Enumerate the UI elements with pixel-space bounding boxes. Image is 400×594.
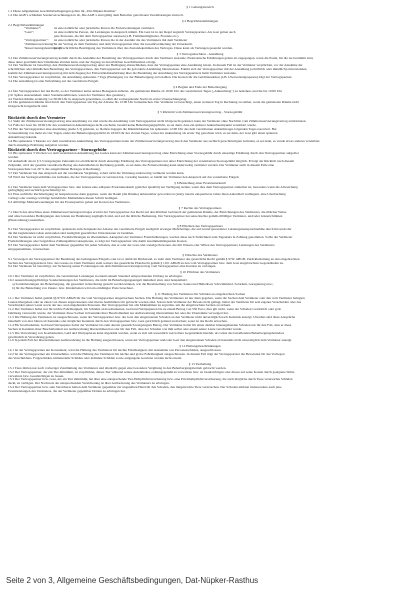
definition-text: ist eine natürliche oder juristische Person die in der Ausfuhr die des Vermieters mit dem Vermieter xyxy=(54,39,188,43)
text-line: 11.2 Der Vermieter haftet nur für leichte Fahrlässigkeit, für Schäden an Kostbarkeiten, Geld und Wertpapieren bis zu einem Betrag von 550 Euro; dies gilt nicht, wenn der Schaden vorsätzlich oder grob xyxy=(8,308,282,312)
text-line: 9.2 Der Vermieter ist berechtigt, zur Sicherung seiner Forderungen aus dem Zimmerreservierungsvertrag vom Vertragspartner eine Kaution zu verlangen. xyxy=(8,265,217,269)
text-line: 8.1 Der Vertragspartner ist verpflichtet, spätestens zum Zeitpunkt der Abreise das vereinbarte Entgelt zuzüglich etwaiger Mehrbeträge, die auf Grund gesonderter Leistungsinanspruchnahme durch ihn und/oder xyxy=(8,228,292,232)
text-line: 5.6 Außerhalb des in § 5.5 festgelegten Zeitraums ist ein Rücktritt durch einseitige Erklärung des Vertragspartners nur unter Entrichtung der vereinbarten Stornogebühr möglich. Erfolgt der Rücktritt nach diesem xyxy=(8,160,294,164)
text-line: fahrlässig verursacht wurde, der Vermieter diese Sachen in Kenntnis ihrer Beschaffenheit zur Aufbewahrung übernommen hat oder die Übernahme verweigert hat. xyxy=(8,312,229,316)
text-line: die ihn begleitenden Gäste entstanden sind zuzüglich gesetzlicher Umsatzsteuer zu bezahlen. xyxy=(8,232,135,236)
text-line: 1.1 Diese Allgemeinen Geschäftsbedingungen gelten für „Dat-Nüpker-Rasthus“ xyxy=(8,9,117,13)
text-line: vorliegt oder sonstige wichtige betriebliche Maßnahmen diesen Schritt bedingen. xyxy=(8,197,119,201)
text-line: fristgerecht freigemacht sind. xyxy=(8,105,48,109)
text-line: Ankunftstag bekannt. xyxy=(8,135,38,139)
text-line: verwahren bzw. beaufsichtigen zu lassen. xyxy=(8,374,65,378)
definition-term: "Reservierungsbestätigung": xyxy=(24,46,63,50)
text-line: Ersatzleistungen des Vermieters, die der Vermieter gegenüber Dritten zu erbringen hat. xyxy=(8,390,126,394)
section-heading: § 6 Beistellung einer Ersatzunterkunft xyxy=(174,181,226,185)
text-line: 12.1 Ist der Vertragspartner ein Konsument, wird die Haftung des Vermieters für leichte Fahrlässigkeit, mit Ausnahme von Personenschäden, ausgeschlossen. xyxy=(8,349,222,353)
text-line: 5.5 Bis spätestens 3 Wochen vor dem vereinbarten Ankunftstag des Gastes kann der Zimmerreservierungsvertrag ohne Entrichtung einer Stornogebühr durch einseitige Erklärung durch den Vertragspartner aufgelöst xyxy=(8,152,299,156)
text-line: 8.3 Der Vertragspartner haftet dem Vermieter gegenüber für jeden Schaden, den er oder der Gast oder sonstige Personen, die mit Wissen oder Willen des Vertragspartners Leistungen des Vermieters xyxy=(8,243,275,247)
text-line: Fremdwährungen oder bargeldlose Zahlungsmittel akzeptieren, so trägt der Vertragspartner alle damit zusammenhängenden Kosten. xyxy=(8,240,188,244)
text-line: kommt der Zimmerreservierungsvertrag mit dem Zugang der Einverständniserklärung über die Bezahlung der Anzahlung des Vertragspartners beim Vermieter zustande. xyxy=(8,72,237,76)
section-heading: § 8 Pflichten des Vertragspartners xyxy=(177,224,223,228)
text-line: 4.1 Der Vertragspartner hat das Recht, so der Vermieter keine andere Bezugszeit anbietet, die gemieteten Räume ab 16:00 Uhr des vereinbarten Tages („Ankunftstag“) zu beziehen, und die bis 10:00 Uhr xyxy=(8,89,283,93)
text-line: 3.2 Der Vermieter ist berechtigt, den Zimmerreservierungsvertrag unter der Bedingung abzuschließen, dass der Vertragspartner eine Anzahlung leistet. In diesem Fall ist der Vermieter verpflichtet, vor der Annahme der xyxy=(8,64,303,68)
text-line: 11.6 In jedem Fall der übernommenen Aufbewahrung ist die Haftung ausgeschlossen, wenn der Vertragspartner und/oder Gast den eingetretenen Schaden ab Kenntnis nicht unverzüglich dem Vermieter anzeigt. xyxy=(8,339,293,343)
section-heading: § 7 Rechte des Vertragspartners xyxy=(178,206,222,210)
text-line: 6.1 Der Vermieter kann dem Vertragspartner bzw. den Gästen eine adäquate Ersatzunterkunft (gleicher Qualität) zur Verfügung stellen, wenn dies dem Vertragspartner zumutbar ist, besonders wenn die Abweichung xyxy=(8,185,298,189)
text-line: (10. Spätes Auszuziehen: unter Sonderkonditionen, wenn der Vermieter dies gestattet). xyxy=(8,93,126,97)
text-line: 6.3 Allfällige Mehraufwendungen für das Ersatzquartier gehen auf Kosten des Vermieters. xyxy=(8,201,131,205)
text-line: und ohne besondere Bedingungen den Gästen zur Benützung zugänglich sind, und auf die übliche Bedienung. Der Vertragspartner hat seine Rechte gemäß allfälliger Vermieter- und/oder Gästerichtlinien xyxy=(8,214,283,218)
definition-text: ist die schriftliche Bestätigung des Vermieters über das Zustandekommen des Vertrages. Diese kann als Verlangen gesendet werden. xyxy=(54,46,233,50)
text-line: entgegennehmen, verursachen. xyxy=(8,247,50,251)
text-line: 5.1 Sieht der Zimmerreservierungsvertrag eine Anzahlung vor und wurde die Anzahlung vom Vertragspartner nicht fristgerecht geleistet, kann der Vermieter ohne Nachfrist vom Zimmerreservierungsvertrag zurücktreten. xyxy=(8,120,307,124)
subsection-heading: Rücktritt durch den Vertragspartner - Stornogebühr xyxy=(8,147,107,153)
text-line: 12.2 Ist der Vertragspartner ein Unternehmer, wird die Haftung des Vermieters für leichte und grobe Fahrlässigkeit ausgeschlossen. In diesem Fall trägt der Vertragspartner die Beweislast für das Vorliegen xyxy=(8,353,285,357)
section-heading: § 4 Beginn und Ende der Beherbergung xyxy=(173,85,227,89)
text-line: Sachen in Kenntnis ihrer Beschaffenheit zur Aufbewahrung übernommen hat oder für den Fall, dass der Schaden von ihm selbst oder einem seiner Leute verschuldet wurde. xyxy=(8,327,243,331)
text-line: Verschulden seiner Leute sowie der aus- und eingehenden Personen. Der Vertragspartner hat alle Maßnahmen zu ergreifen, um die eingebrachten Sachen zu sichern. xyxy=(8,304,232,308)
definition-term: "Zimmerreservierung": xyxy=(24,43,56,47)
text-line: (Hausordnung) auszuüben. xyxy=(8,218,45,222)
text-line: gewöhnlich in Verwahrung geben. xyxy=(8,335,55,339)
text-line: 13.3 Der Vertragspartner bzw. Gast, der ein Tier mitnimmt, hat über eine entsprechende Tier-Haftpflichtversicherung bzw. eine Privathaftpflichtversicherung, die auch mögliche durch Tiere verursachte Schäden xyxy=(8,378,293,382)
definition-text: jene Personen, die mit dem Vertragspartner anreisen (z.B. Familienmitglieder, Freunde etc.). xyxy=(54,35,180,39)
text-line: 13.4 Der Vertragspartner bzw. sein Versicherer haften dem Vermieter gegenüber zur ungeteilten Hand für den Schaden, den mitgebrachte Tiere verursachen. Der Schaden umfasst insbesondere auch jene xyxy=(8,386,282,390)
text-line: Zeitpunkt, wird der gesamte vereinbarte Betrag des Aufenthaltes in Rechnung gestellt, es sei denn, die Ferienwohnung kann anderweitig vermietet werden. Der Vermieter stellt in diesem Falle eine xyxy=(8,164,275,168)
section-heading: § 3 Vertragsabschluss - Anzahlung xyxy=(176,52,224,56)
text-line: 11.5 Die Verwahrung von Kostbarkeiten, Geld und Wertpapieren kann abgelehnt werden, wenn es sich um wesentlich wertvollere Gegenstände handelt, als Gäste des betreffenden Beherbergungsbetriebes xyxy=(8,331,285,335)
text-line: 3.3 Der Vertragspartner ist verpflichtet, die Anzahlung spätestens 7 Tage (Einlangen) vor der Beherbergung zu bezahlen. Die Kosten für die Geldtransaktion (z.B. Überweisungsspesen) trägt der Vertragspartner. xyxy=(8,76,293,80)
text-line: 4.2 Werden Räume erstmalig vor 06:00 Uhr in Anspruch genommen, so zählt die vorhergehende Nacht als erster Übernachtungstag. xyxy=(8,97,188,101)
text-line: 4.3 Die gemieteten Räume sind durch den Vertragspartner am Tag der Abreise bis 12:00 Uhr freizumachen. Der Vermieter ist berechtigt, einen weiteren Tag in Rechnung zu stellen, wenn die gemieteten Räume nicht xyxy=(8,101,300,105)
text-line: geringfügig und sachlich gerechtfertigt ist. xyxy=(8,189,66,193)
text-line: werden. xyxy=(8,156,19,160)
text-line: Stornopauschale von 20 % des ausgefallenen Betrages in Rechnung. xyxy=(8,167,101,171)
section-heading: § 11 Haftung des Vermieters für Schäden an eingebrachten Sachen xyxy=(154,292,246,296)
text-line: 11.3 Die Haftung des Vermieters ist ausgeschlossen, wenn der Vertragspartner bzw. der Gast den eingetretenen Schaden an den Vermieter nicht unverzüglich nach Kenntnis anzeigt. Überdies sind diese Ansprüche xyxy=(8,316,296,320)
definition-text: ist eine natürliche oder juristische Person die Ferienwohnungen vermietet. xyxy=(54,27,155,31)
text-line: 7.1 Durch den Abschluss eines Zimmerreservierungsvertrages erwirbt der Vertragspartner das Recht auf den üblichen Gebrauch der gemieteten Räume, der Einrichtungen des Vermieters, die üblicher Weise xyxy=(8,210,287,214)
text-line: 3.1 Der Zimmerreservierungsvertrag kommt durch die Annahme der Bestellung des Vertragspartners durch den Vermieter zustande. Elektronische Erklärungen gelten als zugegangen, wenn die Partei, für die sie bestimmt sind, xyxy=(8,56,314,60)
section-heading: § 9 Rechte des Vermieters xyxy=(182,253,218,257)
text-line: 11.4 Für Kostbarkeiten, Geld und Wertpapiere haftet der Vermieter bis zum derzeit gesetzlich festgelegten Betrag. Der Vermieter haftet für einen darüber hinausgehenden Schaden nur für den Fall, dass er diese xyxy=(8,323,292,327)
text-line: 13.1 Tiere dürfen nur nach vorheriger Zustimmung des Vermieters und allenfalls gegen eine besondere Vergütung in den Beherbergungsbetrieb gebracht werden. xyxy=(8,366,227,370)
text-line: 5.4 Bis spätestens 3 Monate vor dem vereinbarten Ankunftstag des Vertragspartners kann der Zimmerreservierungsvertrag durch den Vermieter aus sachlich gerechtfertigten Gründen, es sei denn, es wurde etwas anderes vereinbart, xyxy=(8,139,321,143)
section-heading: § 5 Rücktritt vom Zimmerreservierungsvertrag - Stornogebühr xyxy=(157,111,243,115)
section-heading: § 2 Begriffsbestimmungen xyxy=(181,19,219,23)
text-line: schriftlichen oder mündlichen Bestellung des Vertragspartners, den Vertragspartner auf die geforderte Anzahlung hinzuweisen. Erklärt sich der Vertragspartner mit der Anzahlung (schriftlich oder mündlich) einverstanden, xyxy=(8,68,308,72)
text-line: des Verschuldens. Folgeschäden, immaterielle Schäden oder indirekte Schäden sowie entgangene Gewinne werden nicht ersetzt. xyxy=(8,357,183,361)
section-heading: § 12 Haftungsbeschränkungen xyxy=(179,345,221,349)
section-heading: § 10 Pflichten des Vermieters xyxy=(180,271,220,275)
text-line: 1.2 Die AGB´s schließen Sonderverrechnungen in ab, Die AGB´s sind gültig dem Betreiber getroffenen Vereinbarungen sinnvoll. xyxy=(8,13,184,17)
section-heading: § 13 Tierhaltung xyxy=(188,362,212,366)
list-item: b) für die Beistellung von Zusatz- bzw. Kinderbetten wird ein ermäßigter Preis berechnet. xyxy=(12,286,134,290)
definition-text: ist eine natürliche Person, die Leistungen in Anspruch nimmt. Ein Gast ist in der Regel zugleich Vertragspartner. Als Gast gelten auch xyxy=(54,31,236,35)
definition-term: "Gast": xyxy=(24,31,34,35)
subsection-heading: Rücktritt durch den Vermieter xyxy=(8,115,66,121)
text-line: Sachen des Vertragspartners bzw. des Gastes zu. Dem Vermieter steht weiters das gesetzliche Pfandrecht gemäß § 1101 ABGB an den vom Vertragspartner bzw. dem Gast eingebrachten Gegenständen zu. xyxy=(8,261,284,265)
text-line: durch einseitige Erklärung aufgelöst werden. xyxy=(8,143,69,147)
text-line: 5.3 Hat der Vertragspartner eine Anzahlung (siehe 3.3) geleistet, so bleiben dagegen die Räumlichkeiten bis spätestens 12:00 Uhr des dem vereinbarten Ankunftstages folgenden Tages reserviert. Bei xyxy=(8,127,277,131)
text-line: 8.2 Der Vermieter ist nicht verpflichtet, Fremdwährungen zu übernehmen. Akzeptiert der Vermieter Fremdwährungen, werden diese nach Tunlichkeit zum Tageskurs in Zahlung genommen. Sollte der Vermieter xyxy=(8,236,293,240)
definition-term: "Vertragspartner": xyxy=(24,39,49,43)
text-line: 6.2 Eine sachliche Rechtfertigung ist beispielsweise dann gegeben, wenn der Raum (die Räume) unbenutzbar geworden ist (sind), bereits einquartierte Gäste ihren Aufenthalt verlängern, eine Überbuchung xyxy=(8,193,286,197)
text-line: 5.2 Falls der Gast bis 18:00 Uhr des vereinbarten Ankunftstages nicht erscheint, besteht keine Beherbergungspflicht, es sei denn, dass ein späterer Ankunftszeitpunkt vereinbart wurde. xyxy=(8,124,257,128)
text-line: 13.2 Der Vertragspartner, der ein Tier mitnimmt, ist verpflichtet, dieses Tier während seines Aufenthaltes ordnungsgemäß zu verwahren bzw. zu beaufsichtigen oder dieses auf seine Kosten durch geeignete Dritte xyxy=(8,370,295,374)
definition-text: ist der Vertrag zu dem Vermieter und dem Vertragspartner über die Gesamtvermietung der Unterkunft. xyxy=(54,43,193,47)
definition-term: "Vermieter": xyxy=(24,27,42,31)
text-line: Leuten übergeben oder an einen von diesen angewiesenen oder hierzu bestimmten Ort gebracht worden sind. Sofern dem Vermieter der Beweis nicht gelingt, haftet der Vermieter für sein eigenes Verschulden oder das xyxy=(8,300,302,304)
text-line: 9.1 Verweigert der Vertragspartner die Bezahlung des bedungenen Entgelts oder ist er damit im Rückstand, so steht dem Vermieter das gesetzliche Recht gemäß § 970c ABGB, Zurückbehaltung an den eingebrachten xyxy=(8,257,300,261)
text-line: diese unter gewöhnlichen Umständen abrufen kann, und der Zugang zu den üblichen Geschäftszeiten erfolgt. xyxy=(8,60,157,64)
text-line: Vorauszahlung von mehr als vier Tagen, endet die Beherbergungspflicht ab 18:00 Uhr des vierten Tages, wobei der Ankunftstag als erster Tag gerechnet wird, es sei denn, der Gast gibt einen späteren xyxy=(8,131,278,135)
text-line: innerhalb von drei Jahren ab Kenntnis oder möglicher Kenntnis durch den Vertragspartner bzw. Gast gerichtlich geltend zu machen; sonst ist das Recht erloschen. xyxy=(8,320,228,324)
text-line: 5.8 Wird das Vertragsverhältnis aus Gründen, die der Vertragspartner zu vertreten hat, vorzeitig beendet, so behält der Vermieter den Anspruch auf das vereinbarte Entgelt. xyxy=(8,175,240,179)
text-line: 10.2 Auszeichnungspflichtige Sonderleistungen des Vermieters, die nicht im Beherbergungsentgelt inkludiert sind, sind beispielhaft: xyxy=(8,279,188,283)
terms-text-body xyxy=(8,6,392,572)
list-item: a) Sonderleistungen der Beherbergung, die gesondert in Rechnung gestellt werden können, wie die Bereitstellung von Salons, Sauna und Hallenbad, Schwimmbad, Solarium, Garagierung usw.; xyxy=(12,283,274,286)
section-heading: § 1 Geltungsbereich xyxy=(186,6,214,9)
text-line: 5.7 Der Vermieter hat den Anspruch auf die vereinbarte Vergütung, sofern nicht die Wohnung anderweitig vermietet werden kann. xyxy=(8,171,185,175)
text-line: 11.1 Der Vermieter haftet gemäß §§ 970 ff ABGB für die vom Vertragspartner eingebrachten Sachen. Die Haftung des Vermieters ist nur dann gegeben, wenn die Sachen dem Vermieter oder den vom Vermieter befugten xyxy=(8,296,305,300)
text-line: deckt, zu verfügen. Der Nachweis der entsprechenden Versicherung ist über Aufforderung des Vermieters zu erbringen. xyxy=(8,382,170,386)
text-line: 10.1 Der Vermieter ist verpflichtet, die vereinbarten Leistungen in einem seinem Standard entsprechenden Umfang zu erbringen. xyxy=(8,275,183,279)
text-line: 2.1 Begriffsbestimmungen xyxy=(8,23,45,27)
page-caption: Seite 2 von 3, Allgemeine Geschäftsbedingungen, Dat-Nüpker-Rasthus xyxy=(6,576,259,585)
text-line: 3.4 Die Anzahlung ist eine Teilzahlung auf das vereinbarte Entgelt. xyxy=(8,80,99,84)
